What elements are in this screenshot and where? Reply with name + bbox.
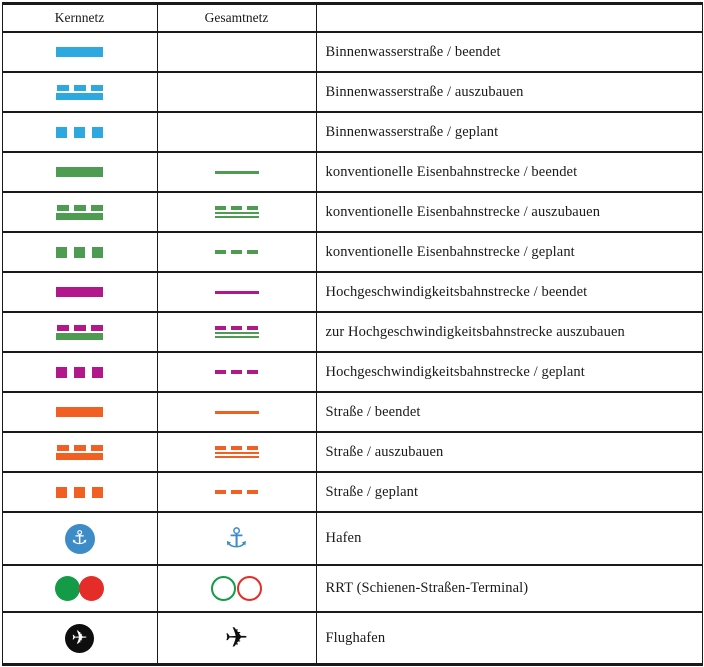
dash-segment <box>91 445 103 451</box>
dash-segment <box>247 370 258 374</box>
dash-segment <box>74 325 86 331</box>
thin-line-symbol <box>215 291 259 294</box>
dash-segment <box>231 326 242 330</box>
legend-row <box>3 191 702 231</box>
dash-segment <box>231 370 242 374</box>
dash-row <box>57 325 103 331</box>
rail-terminal-ring <box>211 576 236 601</box>
dash-segment <box>215 446 226 450</box>
thin-dashes-symbol <box>215 370 258 374</box>
dash-segment <box>91 85 103 91</box>
dash-segment <box>231 250 242 254</box>
legend-label: Hochgeschwindigkeitsbahnstrecke / geplant <box>325 363 585 380</box>
rrt-filled-circles-icon <box>55 576 104 601</box>
square-segment <box>92 487 103 498</box>
gesamtnetz-symbol-cell <box>158 193 317 231</box>
kernnetz-symbol-cell <box>3 33 158 71</box>
base-double-line <box>215 332 259 338</box>
thin-dashes-symbol <box>215 490 258 494</box>
rrt-outline-circles-icon <box>211 576 262 601</box>
dash-row <box>57 445 103 451</box>
square-segment <box>74 367 85 378</box>
dash-segment <box>247 446 258 450</box>
gesamtnetz-symbol-cell <box>158 393 317 431</box>
square-segment <box>56 487 67 498</box>
dotted-squares-symbol <box>56 487 103 498</box>
thin-dashes-symbol <box>215 250 258 254</box>
square-segment <box>56 367 67 378</box>
kernnetz-symbol-cell <box>3 113 158 151</box>
dash-segment <box>74 445 86 451</box>
kernnetz-symbol-cell <box>3 73 158 111</box>
dotted-squares-symbol <box>56 247 103 258</box>
legend-label: Straße / geplant <box>325 483 419 500</box>
airplane-circle-icon: ✈ <box>65 624 94 653</box>
thin-line-symbol <box>215 171 259 174</box>
dotted-squares-symbol <box>56 127 103 138</box>
road-terminal-dot <box>79 576 104 601</box>
legend-row <box>3 71 702 111</box>
legend-row <box>3 391 702 431</box>
kernnetz-symbol-cell <box>3 566 158 611</box>
gesamtnetz-symbol-cell <box>158 153 317 191</box>
legend-label: konventionelle Eisenbahnstrecke / geplant <box>325 243 575 260</box>
dash-segment <box>91 205 103 211</box>
kernnetz-symbol-cell <box>3 393 158 431</box>
solid-bar-symbol <box>56 47 103 57</box>
dash-row <box>215 326 258 330</box>
dash-segment <box>231 206 242 210</box>
dashed-bar-symbol <box>56 325 103 340</box>
base-bar <box>56 333 103 340</box>
square-segment <box>56 247 67 258</box>
solid-bar-symbol <box>56 407 103 417</box>
rail-terminal-dot <box>55 576 80 601</box>
dash-segment <box>91 325 103 331</box>
gesamtnetz-symbol-cell <box>158 73 317 111</box>
square-segment <box>56 127 67 138</box>
base-double-line <box>215 452 259 458</box>
gesamtnetz-symbol-cell <box>158 353 317 391</box>
dash-segment <box>57 325 69 331</box>
solid-bar-symbol <box>56 167 103 177</box>
square-segment <box>74 487 85 498</box>
legend-label: Binnenwasserstraße / auszubauen <box>325 83 524 100</box>
square-segment <box>74 127 85 138</box>
legend-row <box>3 564 702 611</box>
gesamtnetz-symbol-cell <box>158 473 317 511</box>
gesamtnetz-symbol-cell <box>158 566 317 611</box>
gesamtnetz-symbol-cell <box>158 273 317 311</box>
airplane-icon: ✈ <box>224 621 249 654</box>
gesamtnetz-symbol-cell <box>158 33 317 71</box>
dotted-squares-symbol <box>56 367 103 378</box>
gesamtnetz-symbol-cell <box>158 433 317 471</box>
legend-row <box>3 311 702 351</box>
dash-row <box>57 205 103 211</box>
legend-row <box>3 151 702 191</box>
base-bar <box>56 453 103 460</box>
dash-segment <box>215 326 226 330</box>
dash-segment <box>215 206 226 210</box>
legend-header-row <box>3 5 702 31</box>
thin-dashed-line-symbol <box>215 446 259 458</box>
legend-label: konventionelle Eisenbahnstrecke / beendet <box>325 163 578 180</box>
square-segment <box>74 247 85 258</box>
legend-label: Flughafen <box>325 629 386 646</box>
kernnetz-symbol-cell <box>3 313 158 351</box>
thin-dashed-line-symbol <box>215 326 259 338</box>
dash-segment <box>215 370 226 374</box>
thin-dashed-line-symbol <box>215 206 259 218</box>
dash-segment <box>215 490 226 494</box>
square-segment <box>92 247 103 258</box>
gesamtnetz-symbol-cell <box>158 313 317 351</box>
kernnetz-symbol-cell <box>3 193 158 231</box>
legend-row <box>3 431 702 471</box>
gesamtnetz-symbol-cell <box>158 513 317 564</box>
dash-segment <box>231 490 242 494</box>
description-column-header <box>317 5 702 31</box>
legend-row <box>3 471 702 511</box>
base-double-line <box>215 212 259 218</box>
dash-segment <box>247 206 258 210</box>
dash-row <box>215 206 258 210</box>
road-terminal-ring <box>237 576 262 601</box>
dash-segment <box>57 85 69 91</box>
dash-segment <box>57 205 69 211</box>
kernnetz-symbol-cell <box>3 473 158 511</box>
dash-segment <box>247 490 258 494</box>
legend-row <box>3 611 702 663</box>
dash-row <box>215 446 258 450</box>
anchor-circle-icon: ⚓ <box>65 524 95 554</box>
legend-row <box>3 31 702 71</box>
dash-segment <box>215 250 226 254</box>
legend-label: Hafen <box>325 530 362 546</box>
kernnetz-symbol-cell <box>3 233 158 271</box>
base-bar <box>56 213 103 220</box>
dashed-bar-symbol <box>56 205 103 220</box>
kernnetz-symbol-cell <box>3 613 158 663</box>
dash-segment <box>247 250 258 254</box>
kernnetz-symbol-cell <box>3 273 158 311</box>
legend-row <box>3 351 702 391</box>
dash-segment <box>247 326 258 330</box>
gesamtnetz-symbol-cell <box>158 613 317 663</box>
solid-bar-symbol <box>56 287 103 297</box>
gesamtnetz-column-header: Gesamtnetz <box>158 5 317 31</box>
legend-label: RRT (Schienen-Straßen-Terminal) <box>325 580 529 596</box>
gesamtnetz-symbol-cell <box>158 233 317 271</box>
dash-segment <box>74 205 86 211</box>
gesamtnetz-symbol-cell <box>158 113 317 151</box>
square-segment <box>92 127 103 138</box>
legend-label: Hochgeschwindigkeitsbahnstrecke / beendet <box>325 283 588 300</box>
kernnetz-symbol-cell <box>3 513 158 564</box>
legend-label: konventionelle Eisenbahnstrecke / auszubauen <box>325 203 601 220</box>
legend-row <box>3 231 702 271</box>
dash-row <box>57 85 103 91</box>
dash-segment <box>74 85 86 91</box>
legend-label: Binnenwasserstraße / beendet <box>325 43 501 60</box>
legend-label: Straße / auszubauen <box>325 443 444 460</box>
kernnetz-symbol-cell <box>3 433 158 471</box>
legend-label: Straße / beendet <box>325 403 421 420</box>
legend-body <box>3 31 702 663</box>
anchor-icon: ⚓ <box>224 523 249 554</box>
dash-segment <box>57 445 69 451</box>
thin-line-symbol <box>215 411 259 414</box>
square-segment <box>92 367 103 378</box>
network-legend-table <box>2 2 703 666</box>
dash-segment <box>231 446 242 450</box>
legend-label: zur Hochgeschwindigkeitsbahnstrecke auszubauen <box>325 323 625 340</box>
base-bar <box>56 93 103 100</box>
legend-row <box>3 271 702 311</box>
kernnetz-symbol-cell <box>3 353 158 391</box>
kernnetz-symbol-cell <box>3 153 158 191</box>
dashed-bar-symbol <box>56 445 103 460</box>
legend-row <box>3 111 702 151</box>
kernnetz-column-header: Kernnetz <box>3 5 158 31</box>
legend-row <box>3 511 702 564</box>
legend-label: Binnenwasserstraße / geplant <box>325 123 499 140</box>
dashed-bar-symbol <box>56 85 103 100</box>
